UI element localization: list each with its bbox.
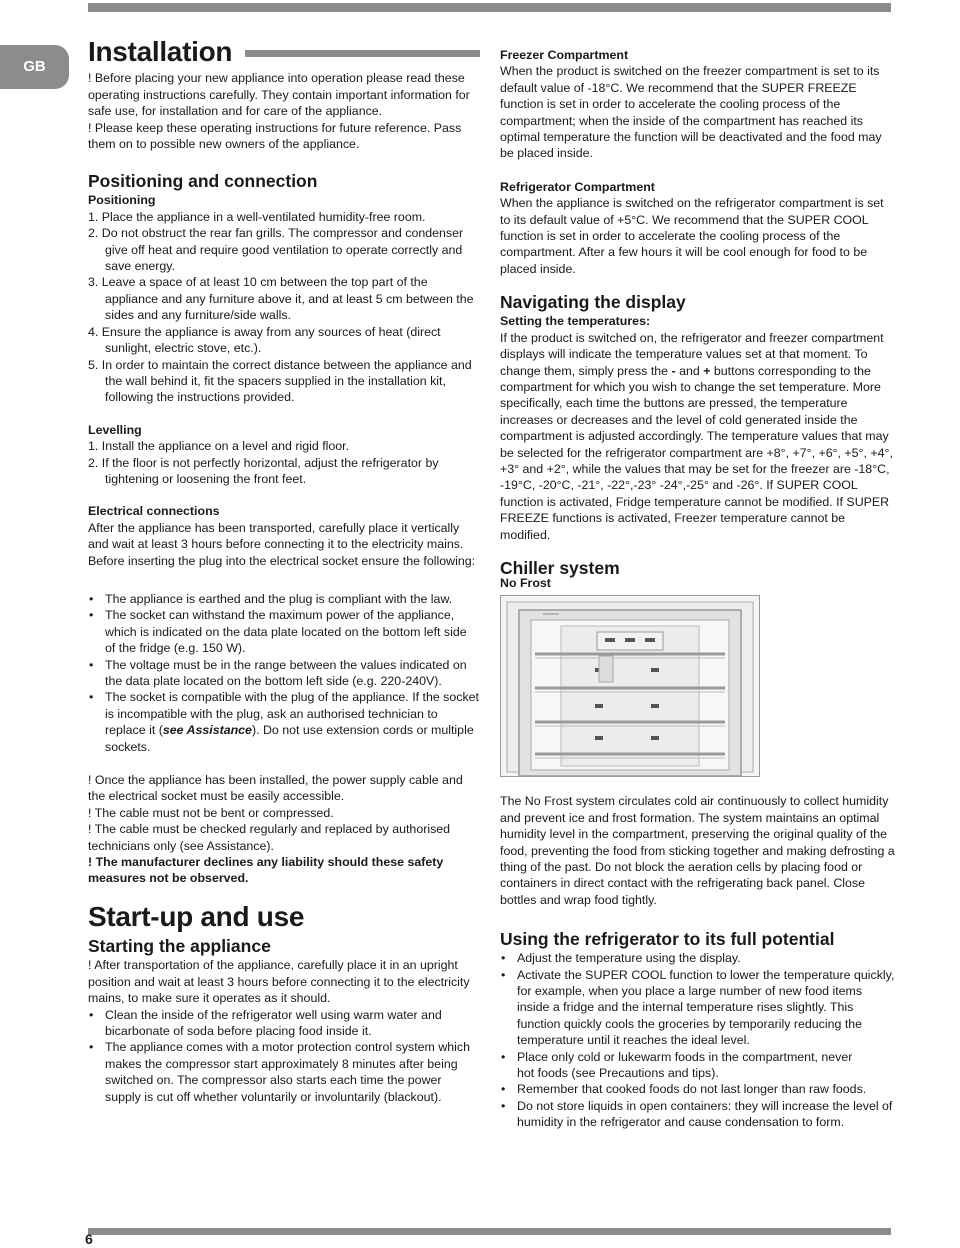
list-item: • The appliance is earthed and the plug is compliant with the law. <box>88 591 480 607</box>
minus-button-ref: - <box>671 363 676 378</box>
warning-3: ! The cable must be checked regularly and replaced by authorised technicians only (see Assistance). <box>88 822 451 853</box>
using-heading: Using the refrigerator to its full potential <box>500 929 835 950</box>
chiller-heading: Chiller system <box>500 557 620 578</box>
setting-temperatures-subheading: Setting the temperatures: <box>500 314 651 329</box>
positioning-item-4: 4. Ensure the appliance is away from any sources of heat (direct sunlight, electric stove, etc.). <box>88 324 441 356</box>
list-item <box>88 689 480 755</box>
positioning-heading: Positioning and connection <box>88 171 318 192</box>
freezer-subheading: Freezer Compartment <box>500 48 629 62</box>
plus-button-ref: + <box>703 363 711 378</box>
page-number: 6 <box>85 1231 93 1247</box>
list-item: • Clean the inside of the refrigerator well using warm water and bicarbonate of soda before placing food inside it. <box>88 1007 480 1040</box>
positioning-subheading: Positioning <box>88 193 156 208</box>
electrical-subheading: Electrical connections <box>88 504 220 519</box>
levelling-subheading: Levelling <box>88 422 142 437</box>
nav-text: If the product is switched on, the refrigerator and freezer compartment displays will indicate the temperature values set at that moment. To change them, simply press the <box>500 330 884 378</box>
positioning-item-3: 3. Leave a space of at least 10 cm between the top part of the appliance and any furniture above it, and at least 5 cm between the sides and any furniture/side walls. <box>88 275 474 323</box>
left-column <box>88 0 480 1105</box>
list-item: • Place only cold or lukewarm foods in the compartment, never <box>500 1049 895 1065</box>
warning-4: ! The manufacturer declines any liability should these safety measures not be observed. <box>88 855 444 886</box>
navigating-heading: Navigating the display <box>500 292 686 313</box>
electrical-list <box>88 591 480 755</box>
startup-title: Start-up and use <box>88 900 305 932</box>
list-item: • Activate the SUPER COOL function to lower the temperature quickly, for example, when you place a large number of new food items inside a fridge and the internal temperature rises slightly. This function quickly cools the groceries by temporarily reducing the temperature until it reaches the ideal level. <box>500 967 895 1049</box>
list-item: • Adjust the temperature using the display. <box>500 950 895 966</box>
see-assistance-ref: see Assistance <box>162 723 252 738</box>
bottom-rule <box>88 1228 891 1235</box>
list-item: • The socket can withstand the maximum power of the appliance, which is indicated on the data plate located on the bottom left side of the fridge (e.g. 150 W). <box>88 607 480 656</box>
language-tab: GB <box>0 45 69 89</box>
right-column <box>500 0 895 1131</box>
using-list <box>500 950 895 1065</box>
starting-list <box>88 1007 480 1105</box>
using-b3-continuation: hot foods (see Precautions and tips). <box>517 1066 719 1081</box>
intro-paragraph: ! Before placing your new appliance into operation please read these operating instructions carefully. They contain important information for safe use, for installation and for care of the appliance. <box>88 71 470 119</box>
nav-text-cont: buttons corresponding to the compartment for which you wish to change the set temperature. More specifically, each time the buttons are pressed, the temperature increases or decreases and the level of cold generated inside the compartment is adjusted accordingly. The temperature values that may be selected for the refrigerator compartment are +8°, +7°, +6°, +5°, +4°, +3° and +2°, while the values that may be set for the freezer are -18°C, -19°C, -20°C, -21°, -22°,-23° -24°,-25° and -26°. If SUPER COOL function is activated, Fridge temperature cannot be modified. If SUPER FREEZE functions is activated, Freezer temperature cannot be modified. <box>500 363 893 542</box>
fridge-paragraph: When the appliance is switched on the refrigerator compartment is set to its default value of +5°C. We recommend that the SUPER COOL function is set in order to accelerate the cooling process of the compartment. After a few hours it will be cool enough for food to be placed inside. <box>500 196 884 276</box>
installation-title: Installation <box>88 36 233 67</box>
fridge-interior-illustration <box>501 596 759 776</box>
starting-paragraph: ! After transportation of the appliance, carefully place it in an upright position and wait at least 3 hours before connecting it to the electricity mains, to make sure it operates as it should. <box>88 958 470 1006</box>
freezer-paragraph: When the product is switched on the freezer compartment is set to its default value of -18°C. We recommend that the SUPER FREEZE function is set in order to accelerate the cooling process of the compartment; when the inside of the compartment has reached its optimal temperature the function will be deactivated and the food may be placed inside. <box>500 64 882 161</box>
using-list-cont <box>500 1081 895 1130</box>
fridge-interior-diagram <box>500 595 760 777</box>
no-frost-subheading: No Frost <box>500 575 551 590</box>
electrical-paragraph: After the appliance has been transported, carefully place it vertically and wait at least 3 hours before connecting it to the electricity mains. Before inserting the plug into the electrical socket ensure the following: <box>88 520 476 568</box>
warning-2: ! The cable must not be bent or compressed. <box>88 805 334 820</box>
positioning-item-1: 1. Place the appliance in a well-ventilated humidity-free room. <box>88 209 426 224</box>
positioning-item-5: 5. In order to maintain the correct distance between the appliance and the wall behind it, fit the spacers supplied in the installation kit, following the instructions provided. <box>88 357 472 405</box>
fridge-subheading: Refrigerator Compartment <box>500 179 655 194</box>
navigating-paragraph <box>500 330 895 543</box>
title-rule <box>245 50 480 57</box>
nav-and: and <box>675 363 704 378</box>
bullet4-text: The socket is compatible with the plug of the appliance. If the socket is incompatible with the plug, ask an authorised technician to replace it ( <box>105 690 479 738</box>
starting-heading: Starting the appliance <box>88 936 271 957</box>
levelling-item-2: 2. If the floor is not perfectly horizontal, adjust the refrigerator by tightening or loosening the front feet. <box>88 455 439 486</box>
list-item: • Do not store liquids in open containers: they will increase the level of humidity in the refrigerator and cause condensation to form. <box>500 1098 895 1131</box>
list-item: • The appliance comes with a motor protection control system which makes the compressor start approximately 8 minutes after being switched on. The compressor also starts each time the power supply is cut off whether voluntarily or involuntarily (blackout). <box>88 1039 480 1105</box>
positioning-item-2: 2. Do not obstruct the rear fan grills. The compressor and condenser give off heat and require good ventilation to operate correctly and save energy. <box>88 226 464 274</box>
levelling-item-1: 1. Install the appliance on a level and rigid floor. <box>88 439 350 454</box>
list-item: • The voltage must be in the range between the values indicated on the data plate located on the bottom left side (e.g. 220-240V). <box>88 657 480 690</box>
intro-paragraph-2: ! Please keep these operating instructions for future reference. Pass them on to possible new owners of the appliance. <box>88 120 462 152</box>
no-frost-paragraph: The No Frost system circulates cold air continuously to collect humidity and prevent ice and frost formation. The system maintains an optimal humidity level in the compartment, preserving the original quality of the food, preventing the food from sticking together and making defrosting a thing of the past. Do not block the aeration cells by placing food or containers in direct contact with the refrigerating back panel. Close bottles and wrap food tightly. <box>500 794 895 907</box>
list-item: • Remember that cooked foods do not last longer than raw foods. <box>500 1081 895 1097</box>
bullet4-text-end: ). Do not use extension cords or multiple sockets. <box>105 723 474 754</box>
warning-1: ! Once the appliance has been installed, the power supply cable and the electrical socket must be easily accessible. <box>88 773 463 804</box>
installation-title-row <box>88 36 480 67</box>
